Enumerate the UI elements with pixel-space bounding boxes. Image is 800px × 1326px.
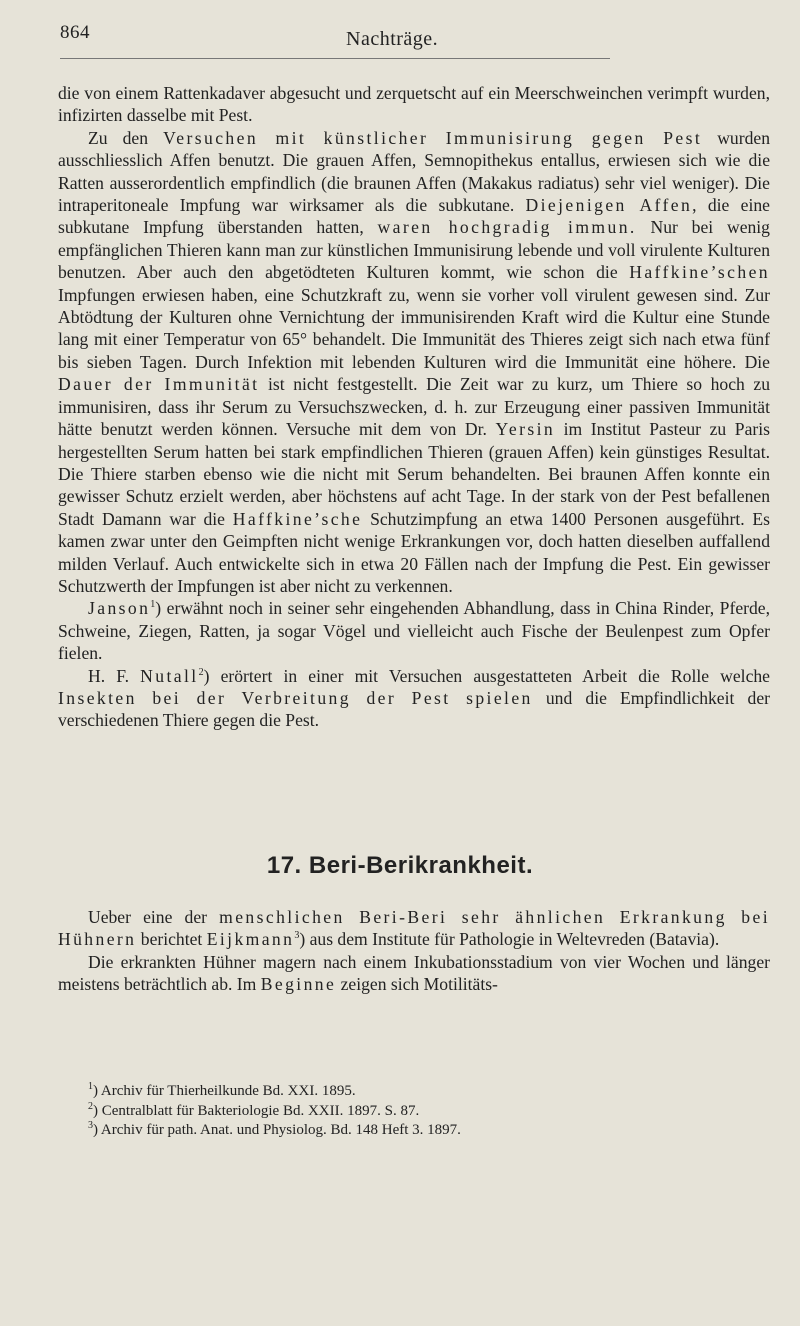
footnote-ref-1: 1 [150,599,156,611]
header-rule [60,58,610,59]
q1-text-f: ) aus dem Institute für Pathologie in Weltevreden (Batavia). [299,929,720,950]
p4-text-d: ) erörtert in einer mit Versuchen ausgestatteten Arbeit die Rolle welche [203,665,770,686]
p2-emph-h: Haffkine’schen [629,262,770,283]
p2-text-o: Schutzimpfung an etwa 1400 Personen ausgeführt. Es kamen zwar unter den Geimpften nicht wenige Erkrankungen vor, doch hatten dieselben auffallend milden Verlauf. Auch entwickelte sich in etwa 20 Fällen nach der Impfung die Pest. Ein gewisser Schutzwerth der Impfungen ist aber nicht zu verkennen. [58,508,770,596]
p4-initials: H. F. [88,665,141,686]
p2-emph-d: Diejenigen Affen [525,195,693,216]
p2-text-m: im Institut Pasteur zu Paris hergestellten Serum hatten bei stark empfindlichen Thieren (grauen Affen) kein günstiges Resultat. Die Thiere starben ebenso wie die nicht mit Serum behandelten. Bei braunen Affen konnte ein gewisser Schutz erzielt werden, aber höchstens auf acht Tage. In der stark von der Pest befallenen Stadt Damann war die [58,419,770,529]
footnote-ref-2: 2 [198,666,204,678]
paragraph-2 [58,127,770,598]
p1-text: die von einem Rattenkadaver abgesucht und zerquetscht auf ein Meerschweinchen verimpft wurden, infizirten dasselbe mit Pest. [58,83,770,126]
p2-text-c: wurden ausschliesslich Affen benutzt. Die grauen Affen, Semnopithekus entallus, erwiesen sich wie die Ratten ausserordentlich empfindlich (die braunen Affen (Makakus radiatus) sehr viel weniger). Die intraperitoneale Impfung war wirksamer als die subkutane. [58,127,770,216]
p3-author: Janson [88,598,151,619]
p4-author: Nutall [140,665,199,686]
p4-emph-e: Insekten bei der Verbreitung der Pest spielen [58,687,533,708]
paragraph-3 [58,597,770,664]
paragraph-5 [58,906,770,951]
p2-text-e: , die eine subkutane Impfung überstanden hatten, [58,195,770,238]
section-text [58,906,770,996]
q2-text-c: zeigen sich Motilitäts- [336,974,498,995]
q1-author: Eijkmann [206,929,295,950]
main-text [58,82,770,732]
p2-emph-f: waren hochgradig immun. [377,217,637,238]
section-heading: 17. Beri-Berikrankheit. [266,852,534,879]
p2-emph-l: Yersin [495,419,556,440]
footnote-3 [88,1121,768,1141]
footnote-text: ) Archiv für path. Anat. und Physiolog. Bd. 148 Heft 3. 1897. [93,1122,461,1138]
p2-emph-b: Versuchen mit künstlicher Immunisirung gegen Pest [163,127,703,148]
footnote-text: ) Archiv für Thierheilkunde Bd. XXI. 1895. [93,1083,356,1099]
footnote-1 [88,1082,768,1102]
p2-text-i: Impfungen erwiesen haben, eine Schutzkraft zu, wenn sie vorher voll virulent gewesen sind. Zur Abtödtung der Kulturen ohne Vernichtung der immunisirenden Kraft wird die Kultur eine Stunde lang mit einer Temperatur von 65° behandelt. Die Immunität des Thieres zeigt sich nach etwa fünf bis sieben Tagen. Durch Infektion mit lebenden Kulturen wird die Immunität eine höhere. Die [58,284,770,372]
q2-emph-b: Beginne [260,974,337,995]
footnote-mark: 1 [88,1081,93,1092]
footnote-text: ) Centralblatt für Bakteriologie Bd. XXII. 1897. S. 87. [93,1102,420,1119]
p2-emph-j: Dauer der Immunität [58,374,260,395]
footnote-mark: 3 [88,1120,93,1131]
paragraph-6 [58,951,770,996]
q1-text-a: Ueber eine der [88,907,220,927]
p2-text-k: ist nicht festgestellt. Die Zeit war zu kurz, um Thiere so hoch zu immunisiren, dass ihr Serum zu Versuchszwecken, d. h. zur Erzeugung einer passiven Immunität hätte benutzt werden können. Versuche mit dem von Dr. [58,374,770,440]
paragraph-4 [58,665,770,732]
p4-text-f: und die Empfindlichkeit der verschiedenen Thiere gegen die Pest. [58,687,770,731]
p2-emph-n: Haffkine’sche [232,508,363,529]
p2-text-g: Nur bei wenig empfänglichen Thieren kann man zur künstlichen Immunisirung lebende und voll virulente Kulturen benutzen. Aber auch den abgetödteten Kulturen kommt, wie schon die [58,217,770,283]
page-header [30,22,770,62]
footnote-mark: 2 [88,1100,93,1112]
q1-emph-b: menschlichen Beri-Beri sehr ähnlichen Erkrankung bei Hühnern [58,907,770,950]
p2-text-a: Zu den [88,127,164,148]
footnotes [88,1082,768,1141]
footnote-2 [88,1102,768,1122]
p3-text: ) erwähnt noch in seiner sehr eingehenden Abhandlung, dass in China Rinder, Pferde, Schweine, Ziegen, Ratten, ja sogar Vögel und vielleicht auch Fische der Beulenpest zum Opfer fielen. [58,598,770,664]
q2-text-a: Die erkrankten Hühner magern nach einem Inkubationsstadium von vier Wochen und länger meistens beträchtlich ab. Im [58,951,770,995]
page-number: 864 [60,22,90,43]
footnote-ref-3: 3 [294,930,300,942]
q1-text-c: berichtet [136,929,207,950]
paragraph-1 [58,82,770,127]
running-head: Nachträge. [346,28,439,50]
